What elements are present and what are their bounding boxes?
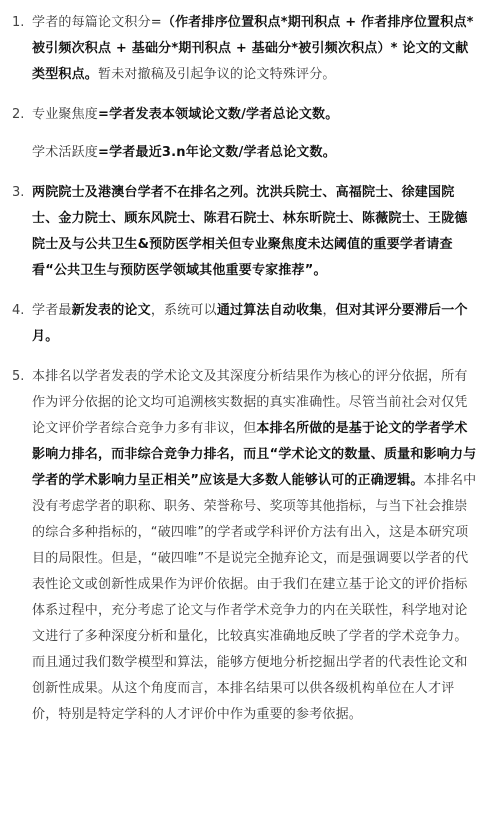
note-number: 5. [12, 369, 25, 384]
note-segment: ， [322, 303, 336, 318]
note-line [32, 102, 478, 128]
note-segment-bold: 但对其评分要滞后一个月。 [32, 303, 468, 344]
note-segment: 学者的每篇论文积分= [32, 15, 162, 30]
note-item-1 [12, 10, 478, 88]
notes-list [12, 10, 478, 728]
note-segment: 专业聚焦度 [32, 107, 99, 122]
note-segment: ，系统可以 [150, 303, 217, 318]
note-text [32, 102, 478, 166]
note-segment-bold: 本排名所做的是基于论文的学者学术影响力排名，而非综合竞争力排名，而且“学术论文的数量、质量和影响力与学者的学术影响力呈正相关”应该是大多数人能够认可的正确逻辑。 [32, 421, 477, 488]
note-number: 4. [12, 303, 25, 318]
note-text [32, 10, 478, 88]
note-segment: 学术活跃度 [32, 145, 99, 160]
note-segment-bold: 两院院士及港澳台学者不在排名之列。沈洪兵院士、高福院士、徐建国院士、金力院士、顾东风院士、陈君石院士、林东昕院士、陈薇院士、王陇德院士及与公共卫生&预防医学相关但专业聚焦度未达阈值的重要学者请查看“公共卫生与预防医学领域其他重要专家推荐”。 [32, 185, 468, 278]
note-segment: 本排名以学者发表的学术论文及其深度分析结果作为核心的评分依据，所有作为评分依据的论文均可追溯核实数据的真实准确性。尽管当前社会对仅凭论文评价学者综合竞争力多有非议，但 [32, 369, 468, 436]
note-segment-bold: （作者排序位置积点*期刊积点 + 作者排序位置积点*被引频次积点 + 基础分*期刊积点 + 基础分*被引频次积点）* 论文的文献类型积点。 [32, 15, 474, 82]
note-number: 1. [12, 15, 25, 30]
spacer [12, 166, 478, 180]
note-segment: 学者最 [32, 303, 72, 318]
note-text [32, 364, 478, 728]
note-segment-bold: =学者发表本领域论文数/学者总论文数。 [98, 107, 339, 122]
spacer [12, 88, 478, 102]
note-segment-bold: 通过算法自动收集 [216, 303, 323, 318]
spacer [12, 350, 478, 364]
note-item-4 [12, 298, 478, 350]
note-item-2 [12, 102, 478, 166]
note-item-5 [12, 364, 478, 728]
note-number: 2. [12, 107, 25, 122]
note-segment: 本排名中没有考虑学者的职称、职务、荣誉称号、奖项等其他指标，与当下社会推崇的综合多种指标的，“破四唯”的学者或学科评价方法有出入，这是本研究项目的局限性。但是，“破四唯”不是说完全抛弃论文，而是强调要以学者的代表性论文或创新性成果作为评价依据。由于我们在建立基于论文的评价指标体系过程中，充分考虑了论文与作者学术竞争力的内在关联性，科学地对论文进行了多种深度分析和量化，比较真实准确地反映了学者的学术竞争力。而且通过我们数学模型和算法，能够方便地分析挖掘出学者的代表性论文和创新性成果。从这个角度而言，本排名结果可以供各级机构单位在人才评价，特别是特定学科的人才评价中作为重要的参考依据。 [32, 473, 477, 722]
note-text [32, 180, 478, 284]
note-text [32, 298, 478, 350]
spacer [12, 284, 478, 298]
note-item-3 [12, 180, 478, 284]
note-number: 3. [12, 185, 25, 200]
note-segment-bold: 新发表的论文 [71, 303, 151, 318]
note-subline [32, 140, 478, 166]
note-segment: 暂未对撤稿及引起争议的论文特殊评分。 [98, 67, 336, 82]
note-segment-bold: =学者最近3.n年论文数/学者总论文数。 [98, 145, 336, 160]
